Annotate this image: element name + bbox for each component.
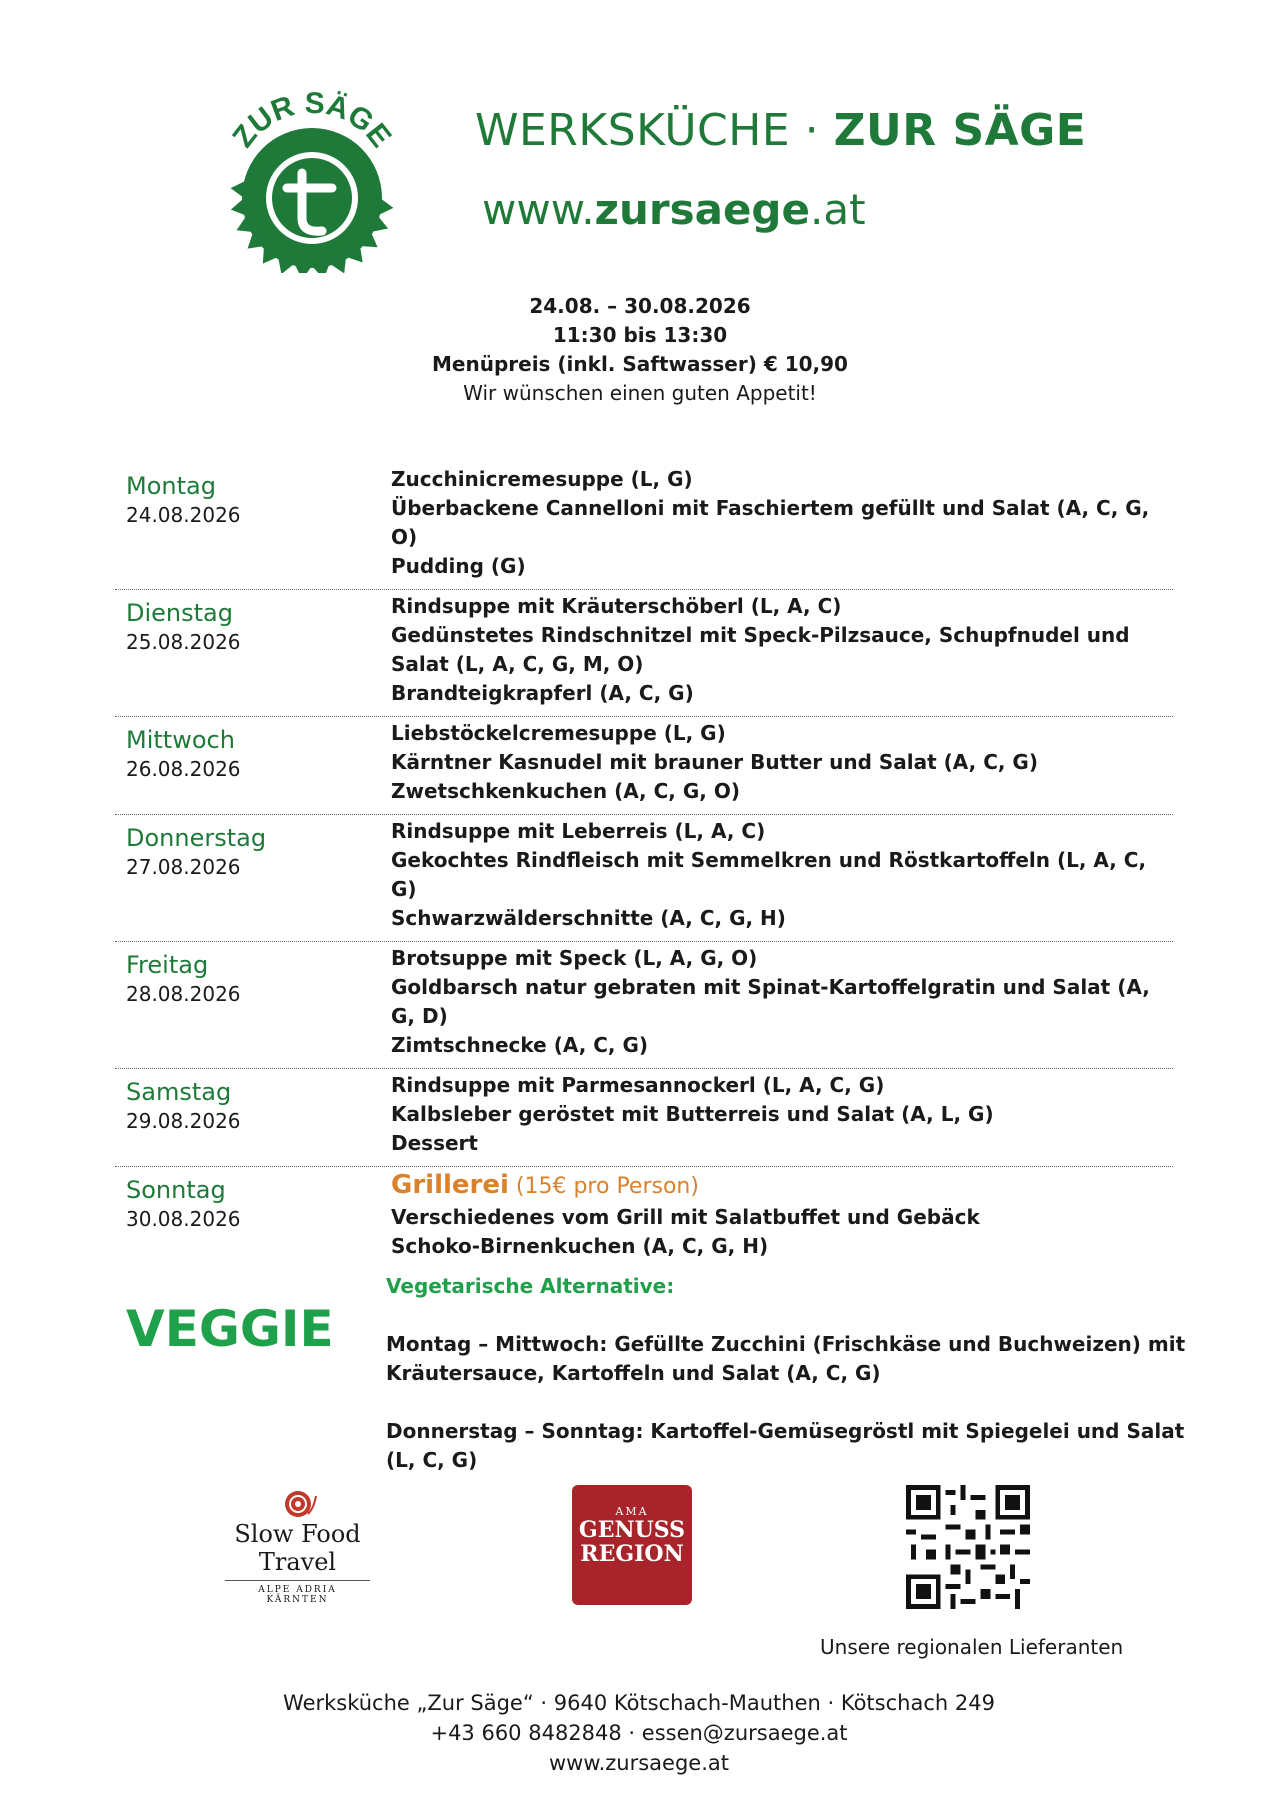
day-row [115,1069,1173,1167]
brand-url[interactable]: www.zursaege.at [482,185,866,234]
main-dish: Verschiedenes vom Grill mit Salatbuffet und Gebäck [391,1205,980,1229]
day-date: 26.08.2026 [126,757,241,781]
soup: Liebstöckelcremesuppe (L, G) [391,721,726,745]
day-row [115,463,1173,590]
day-name: Donnerstag [126,824,267,852]
logo-text: ZUR SÄGE [226,86,398,154]
dessert: Dessert [391,1131,478,1155]
day-name: Samstag [126,1078,232,1106]
grill-heading: Grillerei (15€ pro Person) [391,1170,699,1200]
snail-icon [278,1488,318,1520]
main-dish: Kärntner Kasnudel mit brauner Butter und Salat (A, C, G) [391,750,1038,774]
day-name: Dienstag [126,599,233,627]
soup: Zucchinicremesuppe (L, G) [391,467,693,491]
day-row-sunday [115,1167,1173,1269]
day-date: 24.08.2026 [126,503,241,527]
footer [200,1688,1078,1778]
day-date: 30.08.2026 [126,1207,241,1231]
main-dish: Überbackene Cannelloni mit Faschiertem gefüllt und Salat (A, C, G, O) [391,496,1157,549]
veggie-label: VEGGIE [126,1300,334,1358]
zur-saege-logo [207,83,417,273]
day-row [115,942,1173,1069]
menu-price: Menüpreis (inkl. Saftwasser) € 10,90 [432,352,848,376]
main-dish: Gedünstetes Rindschnitzel mit Speck-Pilzsauce, Schupfnudel und Salat (L, A, C, G, M, O) [391,623,1137,676]
day-name: Sonntag [126,1176,226,1204]
day-name: Freitag [126,951,209,979]
dessert: Schwarzwälderschnitte (A, C, G, H) [391,906,786,930]
dessert: Schoko-Birnenkuchen (A, C, G, H) [391,1234,769,1258]
day-row [115,717,1173,815]
day-date: 28.08.2026 [126,982,241,1006]
day-name: Montag [126,472,216,500]
qr-caption: Unsere regionalen Lieferanten [820,1635,1124,1659]
day-date: 27.08.2026 [126,855,241,879]
greeting: Wir wünschen einen guten Appetit! [463,381,817,405]
day-row [115,590,1173,717]
dessert: Brandteigkrapferl (A, C, G) [391,681,694,705]
footer-url[interactable]: www.zursaege.at [549,1751,729,1775]
veggie-heading: Vegetarische Alternative: [386,1274,675,1298]
veggie-alternative [386,1272,1186,1504]
soup: Rindsuppe mit Leberreis (L, A, C) [391,819,766,843]
day-date: 25.08.2026 [126,630,241,654]
footer-contact[interactable]: +43 660 8482848 · essen@zursaege.at [430,1721,848,1745]
brand-title: WERKSKÜCHE · ZUR SÄGE [475,105,1087,156]
veggie-option-2: Donnerstag – Sonntag: Kartoffel-Gemüsegröstl mit Spiegelei und Salat (L, C, G) [386,1419,1185,1472]
dessert: Zimtschnecke (A, C, G) [391,1033,649,1057]
day-name: Mittwoch [126,726,235,754]
serving-hours: 11:30 bis 13:30 [552,323,728,347]
dessert: Zwetschkenkuchen (A, C, G, O) [391,779,740,803]
day-date: 29.08.2026 [126,1109,241,1133]
main-dish: Goldbarsch natur gebraten mit Spinat-Kartoffelgratin und Salat (A, G, D) [391,975,1157,1028]
day-row [115,815,1173,942]
soup: Rindsuppe mit Kräuterschöberl (L, A, C) [391,594,842,618]
soup: Brotsuppe mit Speck (L, A, G, O) [391,946,758,970]
slow-food-logo: Slow Food Travel ALPE ADRIA KÄRNTEN [225,1488,370,1605]
main-dish: Gekochtes Rindfleisch mit Semmelkren und Röstkartoffeln (L, A, C, G) [391,848,1154,901]
weekly-menu [115,463,1173,1269]
ama-genuss-region-logo: AMA GENUSS REGION [572,1485,692,1605]
qr-code[interactable] [906,1485,1030,1609]
veggie-option-1: Montag – Mittwoch: Gefüllte Zucchini (Frischkäse und Buchweizen) mit Kräutersauce, Kartoffeln und Salat (A, C, G) [386,1332,1186,1385]
dessert: Pudding (G) [391,554,526,578]
menu-info [300,292,980,408]
main-dish: Kalbsleber geröstet mit Butterreis und Salat (A, L, G) [391,1102,994,1126]
date-range: 24.08. – 30.08.2026 [529,294,751,318]
footer-address: Werksküche „Zur Säge“ · 9640 Kötschach-Mauthen · Kötschach 249 [283,1691,995,1715]
soup: Rindsuppe mit Parmesannockerl (L, A, C, G) [391,1073,885,1097]
